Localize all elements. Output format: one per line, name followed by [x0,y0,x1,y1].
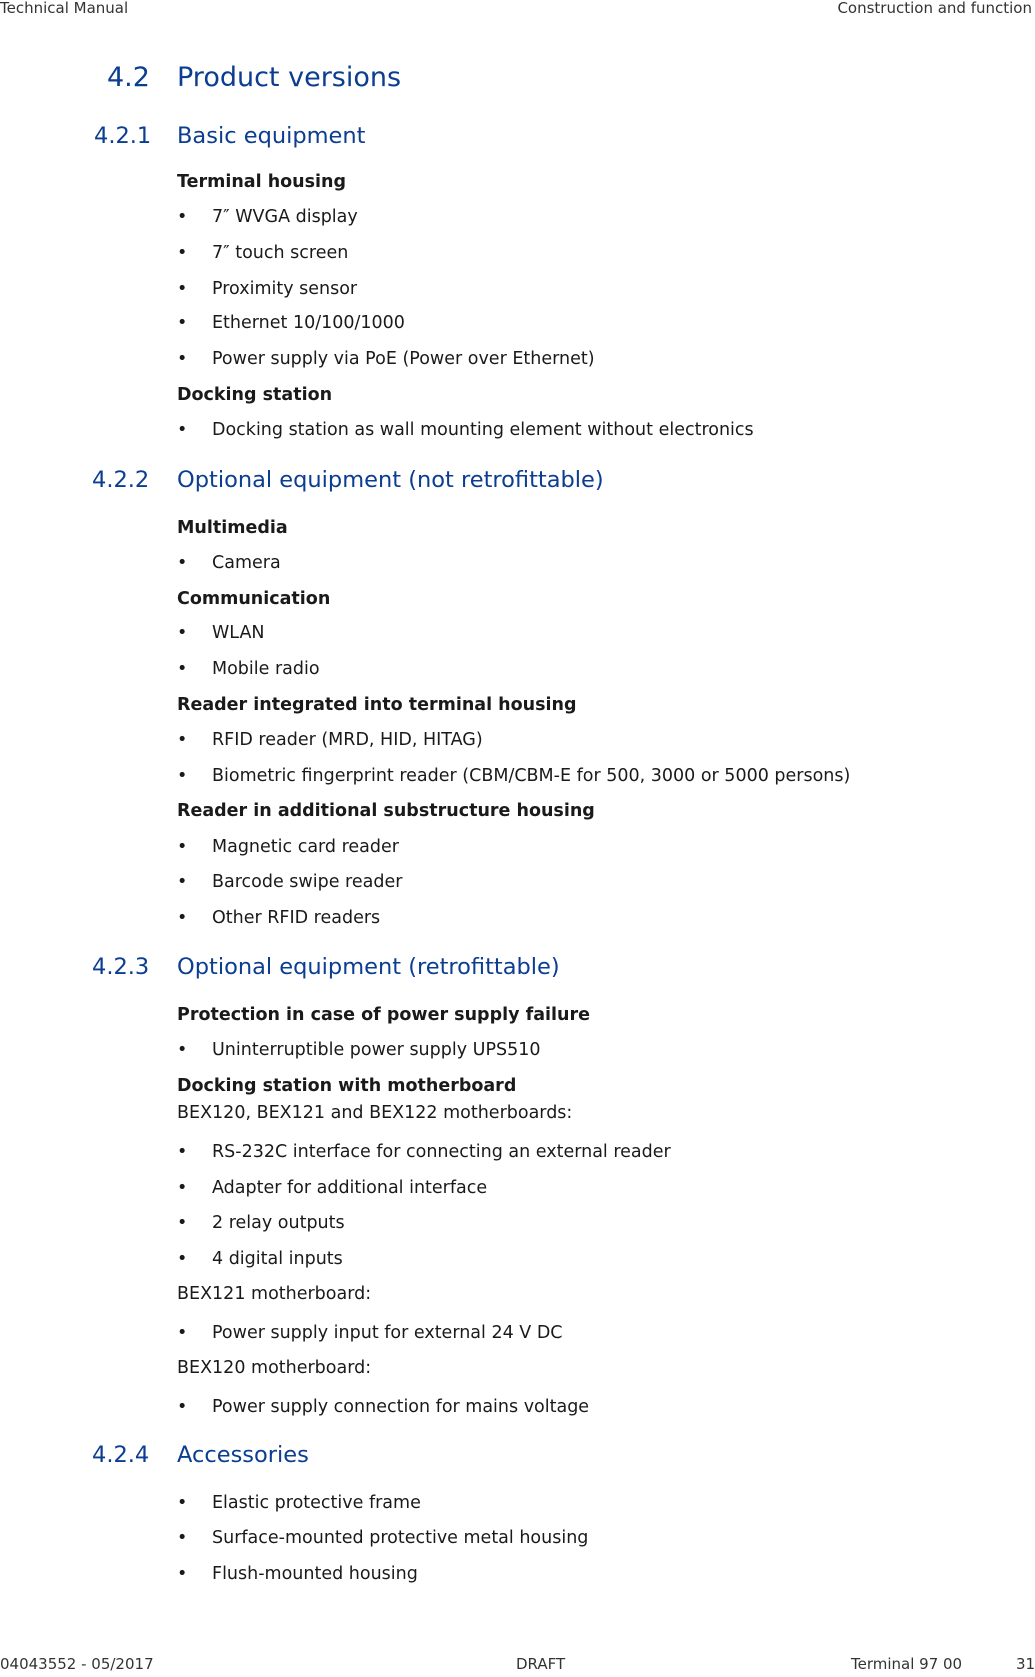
bullet: • [177,1249,188,1269]
bullet: • [177,623,188,643]
bullet: • [177,279,188,299]
subsection-number: 4.2.2 [92,467,150,493]
subsection-number: 4.2.1 [94,123,152,149]
bullet: • [177,1040,188,1060]
list-item-text: RS-232C interface for connecting an external reader [212,1142,671,1162]
list-item-text: Power supply via PoE (Power over Ethernet) [212,349,595,369]
list-item-text: Other RFID readers [212,908,381,928]
list-item-text: Uninterruptible power supply UPS510 [212,1040,541,1060]
list-item-text: Flush-mounted housing [212,1564,418,1584]
bullet: • [177,1213,188,1233]
bullet: • [177,313,188,333]
bullet: • [177,766,188,786]
bullet: • [177,908,188,928]
list-item-text: 2 relay outputs [212,1213,345,1233]
bullet: • [177,872,188,892]
list-item-text: 4 digital inputs [212,1249,343,1269]
footer-doc-number: 04043552 - 05/2017 [0,1655,154,1673]
group-heading: Protection in case of power supply failure [177,1005,590,1025]
footer-page-number: 31 [1016,1655,1035,1673]
group-heading: Multimedia [177,518,288,538]
running-header-right: Construction and function [837,0,1032,17]
group-heading: Reader integrated into terminal housing [177,695,577,715]
list-item-text: Proximity sensor [212,279,358,299]
list-item-text: Adapter for additional interface [212,1178,488,1198]
list-item-text: 7″ touch screen [212,243,349,263]
list-item-text: Biometric fingerprint reader (CBM/CBM-E for 500, 3000 or 5000 persons) [212,766,851,786]
bullet: • [177,1178,188,1198]
subsection-title: Basic equipment [177,123,366,149]
bullet: • [177,207,188,227]
paragraph: BEX120, BEX121 and BEX122 motherboards: [177,1103,573,1123]
bullet: • [177,1142,188,1162]
group-heading: Reader in additional substructure housing [177,801,595,821]
paragraph: BEX121 motherboard: [177,1284,372,1304]
list-item-text: 7″ WVGA display [212,207,358,227]
running-header-left: Technical Manual [0,0,129,17]
bullet: • [177,1493,188,1513]
list-item-text: Elastic protective frame [212,1493,421,1513]
group-heading: Docking station with motherboard [177,1076,517,1096]
list-item-text: Camera [212,553,281,573]
footer-status: DRAFT [516,1655,566,1673]
list-item-text: Magnetic card reader [212,837,399,857]
subsection-title: Optional equipment (not retrofittable) [177,467,604,493]
list-item-text: Power supply connection for mains voltage [212,1397,590,1417]
bullet: • [177,730,188,750]
paragraph: BEX120 motherboard: [177,1358,372,1378]
bullet: • [177,553,188,573]
list-item-text: WLAN [212,623,265,643]
subsection-number: 4.2.3 [92,954,150,980]
list-item-text: Docking station as wall mounting element without electronics [212,420,754,440]
bullet: • [177,1323,188,1343]
bullet: • [177,659,188,679]
group-heading: Communication [177,589,331,609]
bullet: • [177,1397,188,1417]
section-title: Product versions [177,62,402,93]
list-item-text: Mobile radio [212,659,320,679]
bullet: • [177,349,188,369]
subsection-number: 4.2.4 [92,1442,150,1468]
subsection-title: Accessories [177,1442,309,1468]
group-heading: Docking station [177,385,333,405]
list-item-text: Surface-mounted protective metal housing [212,1528,589,1548]
group-heading: Terminal housing [177,172,347,192]
list-item-text: RFID reader (MRD, HID, HITAG) [212,730,483,750]
bullet: • [177,837,188,857]
bullet: • [177,243,188,263]
bullet: • [177,1528,188,1548]
section-number: 4.2 [107,62,150,93]
bullet: • [177,1564,188,1584]
bullet: • [177,420,188,440]
list-item-text: Barcode swipe reader [212,872,403,892]
list-item-text: Power supply input for external 24 V DC [212,1323,563,1343]
footer-product: Terminal 97 00 [851,1655,963,1673]
list-item-text: Ethernet 10/100/1000 [212,313,405,333]
subsection-title: Optional equipment (retrofittable) [177,954,560,980]
